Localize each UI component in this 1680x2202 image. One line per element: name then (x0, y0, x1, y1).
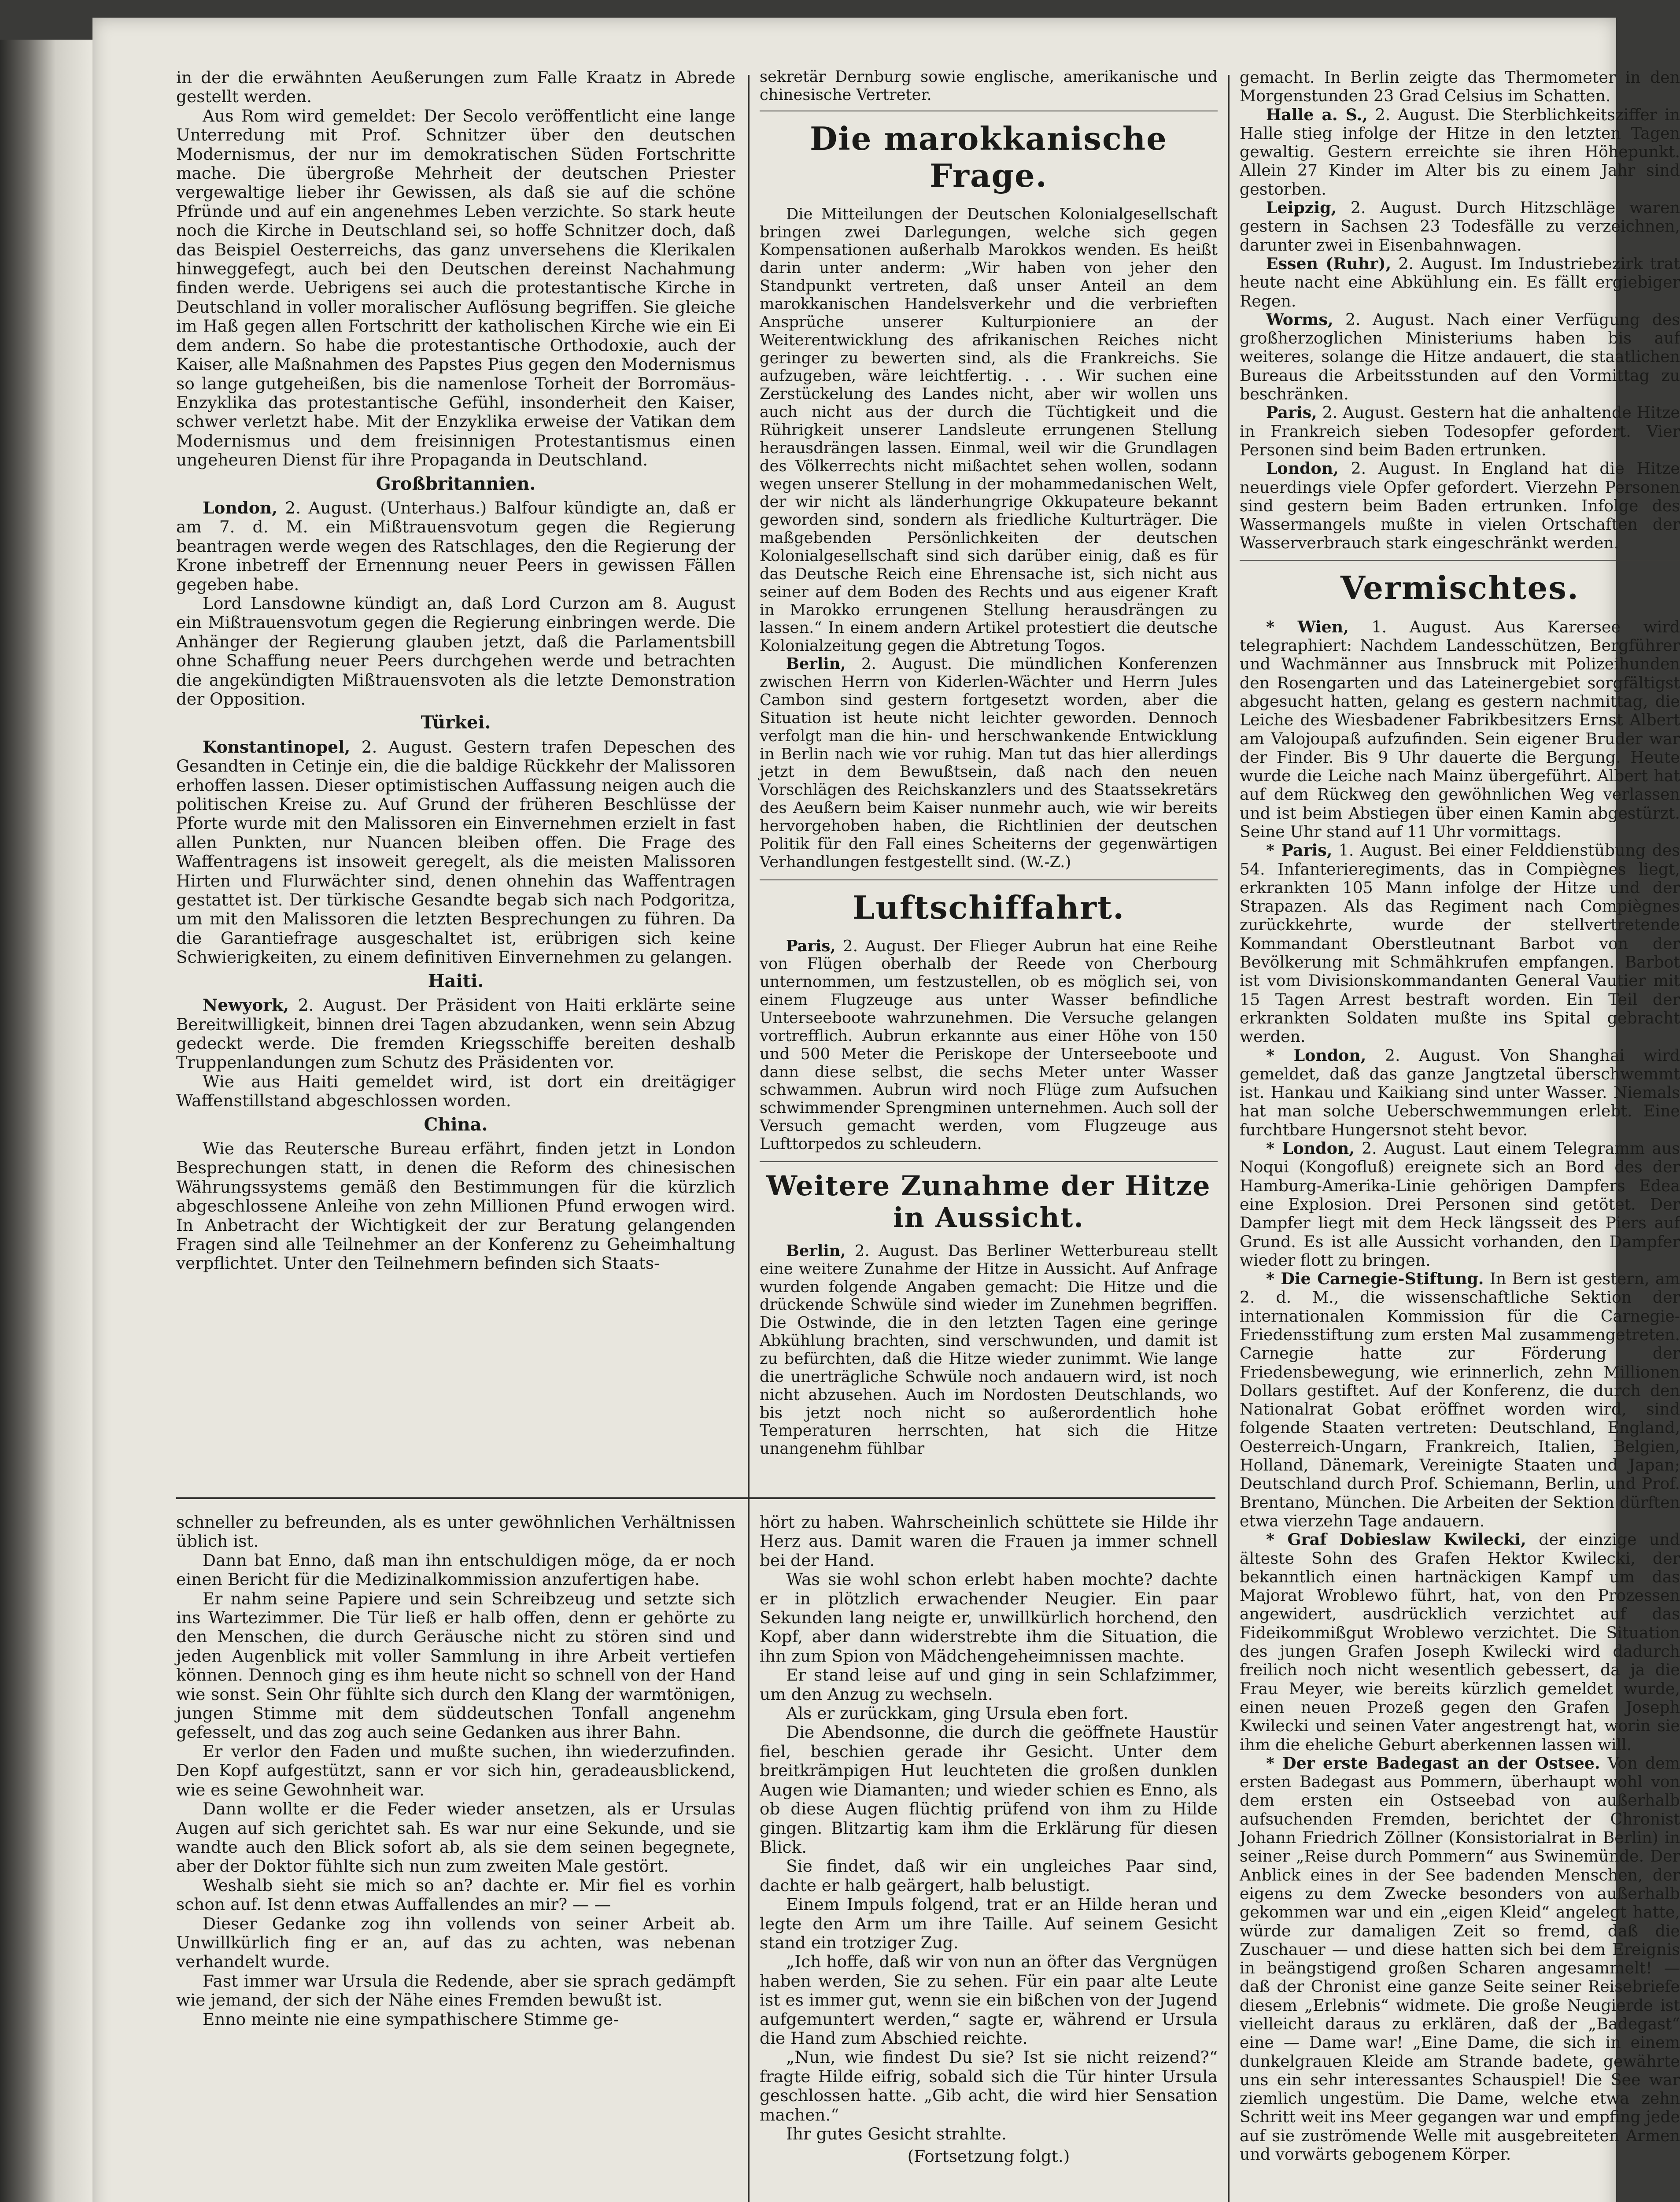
column-3 (1240, 68, 1680, 2164)
dateline: London, (203, 498, 278, 517)
dateline: Worms, (1266, 310, 1333, 329)
article-text: sekretär Dernburg sowie englische, amerikanische und chinesische Vertreter. (760, 68, 1218, 104)
heading-tuerkei: Türkei. (421, 712, 491, 733)
story-text: Fast immer war Ursula die Redende, aber sie sprach gedämpft wie jemand, der sich der Nähe eines Fremden bewußt ist. (176, 1971, 735, 2010)
dateline: Newyork, (203, 995, 289, 1015)
story-text: Einem Impuls folgend, trat er an Hilde heran und legte den Arm um ihre Taille. Auf seinem Gesicht stand ein trotziger Zug. (760, 1895, 1218, 1952)
column-rule (748, 75, 750, 2202)
book-edge (0, 40, 92, 2202)
story-text: Dann wollte er die Feder wieder ansetzen, als er Ursulas Augen auf sich gerichtet sah. Es war nur eine Sekunde, und sie wandte auch den Blick sofort ab, als sie dem seinen begegnete, aber der Doktor fühlte sich nun zum zweiten Male gestört. (176, 1799, 735, 1876)
story-text: schneller zu befreunden, als es unter gewöhnlichen Verhältnissen üblich ist. (176, 1512, 735, 1551)
article-text: 2. August. Die mündlichen Konferenzen zwischen Herrn von Kiderlen-Wächter und Herrn Jules Cambon sind gestern fortgesetzt worden, aber die Situation ist heute nicht leichter geworden. Dennoch verfolgt man die hin- und herschwankende Entwicklung in Berlin nach wie vor ruhig. Man tut das hier allerdings jetzt in dem Bewußtsein, daß nach den neuen Vorschlägen des Reichskanzlers und des Staatssekretärs des Aeußern beim Kaiser nunmehr auch, wie wir bereits hervorgehoben haben, die Richtlinien der deutschen Politik für den Fall eines Scheiterns der gegenwärtigen Verhandlungen festgestellt sind. (W.-Z.) (760, 655, 1218, 871)
dateline: Essen (Ruhr), (1266, 254, 1392, 273)
divider (760, 1161, 1218, 1162)
article-text: 2. August. In England hat die Hitze neuerdings viele Opfer gefordert. Vierzehn Personen sind gestern beim Baden ertrunken. Infolge des Wassermangels mußte in vielen Ortschaften der Wasserverbrauch stark eingeschränkt werden. (1240, 459, 1680, 553)
article-text: 2. August. Das Berliner Wetterbureau stellt eine weitere Zunahme der Hitze in Aussicht. Auf Anfrage wurden folgende Angaben gemacht: Die Hitze und die drückende Schwüle sind wieder im Zunehmen begriffen. Die Ostwinde, die in den letzten Tagen eine geringe Abkühlung brachten, sind verschwunden, und damit ist zu befürchten, daß die Hitze wieder zunimmt. Wie lange die unerträgliche Schwüle noch andauern wird, ist noch nicht abzusehen. Auch im Nordosten Deutschlands, wo bis jetzt noch nicht so außerordentlich hohe Temperaturen herrschten, hat sich die Hitze unangenehm fühlbar (760, 1241, 1218, 1458)
article-text: Wie das Reutersche Bureau erfährt, finden jetzt in London Besprechungen statt, in denen die Reform des chinesischen Währungssystems gemäß den Bestimmungen für die kürzlich abgeschlossene Anleihe von zehn Millionen Pfund erwogen wird. In Anbetracht der Wichtigkeit der zur Beratung gelangenden Fragen sind alle Teilnehmer an der Konferenz zu Geheimhaltung verpflichtet. Unter den Teilnehmern befinden sich Staats- (176, 1138, 735, 1273)
article-text: der einzige und älteste Sohn des Grafen Hektor Kwilecki, der bekanntlich einen hartnäckigen Kampf um das Majorat Wroblewo führt, hat, von den Prozessen angewidert, ausdrücklich verzichtet auf das Fideikommißgut Wroblewo verzichtet. Die Situation des jungen Grafen Joseph Kwilecki wird dadurch freilich noch nicht wesentlich gebessert, da ja die Frau Meyer, wie bereits kürzlich gemeldet wurde, einen neuen Prozeß gegen den Grafen Joseph Kwilecki und seinen Vater angestrengt hat, worin sie ihm die eheliche Geburt aberkennen lassen will. (1240, 1530, 1680, 1754)
story-text: Als er zurückkam, ging Ursula eben fort. (786, 1703, 1129, 1723)
article-text: 2. August. Der Flieger Aubrun hat eine Reihe von Flügen oberhalb der Reede von Cherbourg unternommen, um festzustellen, ob es möglich sei, von einem Flugzeuge aus unter Wasser befindliche Unterseeboote wahrzunehmen. Die Versuche gelangen vortrefflich. Aubrun erkannte aus einer Höhe von 150 und 500 Meter die Periskope der Unterseeboote und dann diese selbst, die sechs Meter unter Wasser schwammen. Aubrun wird noch Flüge zum Aufsuchen schwimmender Sprengminen unternehmen. Auch soll der Versuch gemacht werden, vom Flugzeuge aus Lufttorpedos zu schleudern. (760, 937, 1218, 1153)
article-text: Lord Lansdowne kündigt an, daß Lord Curzon am 8. August ein Mißtrauensvotum gegen die Regierung einbringen werde. Die Anhänger der Regierung glauben jetzt, daß die Parlamentsbill ohne Schaffung neuer Peers durchgehen werde und betrachten die angekündigten Mißtrauensvoten als die letzte Demonstration der Opposition. (176, 593, 735, 709)
feuilleton-rule (176, 1497, 1215, 1499)
continuation-note: (Fortsetzung folgt.) (907, 2147, 1070, 2166)
story-text: Enno meinte nie eine sympathischere Stimme ge- (203, 2009, 619, 2029)
dateline: Leipzig, (1266, 198, 1337, 218)
article-text: 2. August. Von Shanghai wird gemeldet, daß das ganze Jangtzetal überschwemmt ist. Hankau und Kaikiang sind unter Wasser. Niemals hat man solche Ueberschwemmungen erlebt. Eine furchtbare Hungersnot steht bevor. (1240, 1046, 1680, 1139)
story-text: „Ich hoffe, daß wir von nun an öfter das Vergnügen haben werden, Sie zu sehen. Für ein paar alte Leute ist es immer gut, wenn sie ein bißchen von der Jugend aufgemuntert werden,“ sagte er, während er Ursula die Hand zum Abschied reichte. (760, 1952, 1218, 2048)
story-text: Er nahm seine Papiere und sein Schreibzeug und setzte sich ins Wartezimmer. Die Tür ließ er halb offen, denn er gehörte zu den Menschen, die durch Geräusche nicht zu stören sind und jeden Augenblick mit voller Sammlung in ihre Arbeit vertiefen können. Dennoch ging es ihm heute nicht so schnell von der Hand wie sonst. Sein Ohr fühlte sich durch den Klang der warmtönigen, jungen Stimme mit dem süddeutschen Tonfall angenehm gefesselt, und das zog auch seine Gedanken aus ihrer Bahn. (176, 1589, 735, 1742)
heading-china: China. (424, 1114, 488, 1135)
story-text: Weshalb sieht sie mich so an? dachte er. Mir fiel es vorhin schon auf. Ist denn etwas Auffallendes an mir? — — (176, 1875, 735, 1914)
dateline: * Wien, (1266, 617, 1349, 636)
story-text: Er stand leise auf und ging in sein Schlafzimmer, um den Anzug zu wechseln. (760, 1665, 1218, 1704)
dateline: Halle a. S., (1266, 105, 1368, 124)
article-text: 2. August. Die Sterblichkeitsziffer in Halle stieg infolge der Hitze in den letzten Tagen gewaltig. Gestern erreichte sie ihren Höhepunkt. Allein 27 Kinder im Alter bis zu einem Jahr sind gestorben. (1240, 105, 1680, 199)
column-rule (1228, 75, 1230, 2202)
divider (760, 879, 1218, 880)
dateline: * Der erste Badegast an der Ostsee. (1266, 1753, 1600, 1773)
story-text: „Nun, wie findest Du sie? Ist sie nicht reizend?“ fragte Hilde eifrig, sobald sich die Tür hinter Ursula geschlossen hatte. „Gib acht, die wird hier Sensation machen.“ (760, 2047, 1218, 2124)
heading-haiti: Haiti. (428, 970, 484, 991)
story-text: Die Abendsonne, die durch die geöffnete Haustür fiel, beschien gerade ihr Gesicht. Unter dem breitkrämpigen Hut leuchteten die großen dunklen Augen wie Diamanten; und wieder schien es Enno, als ob diese Augen flüchtig prüfend von ihm zu Hilde gingen. Blitzartig kam ihm die Erklärung für diesen Blick. (760, 1722, 1218, 1857)
dateline: Paris, (786, 937, 836, 955)
article-text: 2. August. Der Präsident von Haiti erklärte seine Bereitwilligkeit, binnen drei Tagen abzudanken, wenn sein Abzug gedeckt werde. Die fremden Kriegsschiffe bereiten deshalb Truppenlandungen zum Schutz des Präsidenten vor. (176, 995, 736, 1072)
story-text: Sie findet, daß wir ein ungleiches Paar sind, dachte er halb geärgert, halb belustigt. (760, 1856, 1218, 1895)
story-text: Dieser Gedanke zog ihn vollends von seiner Arbeit ab. Unwillkürlich fing er an, auf das zu achten, was nebenan verhandelt wurde. (176, 1914, 735, 1972)
article-text: gemacht. In Berlin zeigte das Thermometer in den Morgenstunden 23 Grad Celsius im Schatten. (1240, 68, 1680, 106)
article-text: 1. August. Bei einer Felddienstübung des 54. Infanterieregiments, das in Compiègnes liegt, erkrankten 105 Mann infolge der Hitze und der Strapazen. Als das Regiment nach Compiègnes zurückkehrte, wurde der stellvertretende Kommandant Oberstleutnant Barbot von der Bevölkerung mit Schmähkrufen empfangen. Barbot ist vom Divisionskommandanten General Vautier mit 15 Tagen Arrest bestraft worden. Ein Teil der erkrankten Soldaten mußte ins Spital gebracht werden. (1240, 841, 1680, 1046)
newspaper-page (92, 18, 1680, 2202)
article-text: 2. August. Laut einem Telegramm aus Noqui (Kongofluß) ereignete sich an Bord des der Hamburg-Amerika-Linie gehörigen Dampfers Edea eine Explosion. Drei Personen sind getötet. Der Dampfer liegt mit dem Heck längsseit des Piers auf Grund. Es ist alle Aussicht vorhanden, den Dampfer wieder flott zu bringen. (1240, 1139, 1680, 1270)
dateline: * London, (1266, 1046, 1366, 1065)
story-text: hört zu haben. Wahrscheinlich schüttete sie Hilde ihr Herz aus. Damit waren die Frauen ja immer schnell bei der Hand. (760, 1512, 1218, 1570)
article-text: 2. August. Nach einer Verfügung des großherzoglichen Ministeriums haben bis auf weiteres, solange die Hitze andauert, die staatlichen Bureaus die Arbeitsstunden auf den Vormittag zu beschränken. (1240, 310, 1680, 404)
article-text: In Bern ist gestern, am 2. d. M., die wissenschaftliche Sektion der internationalen Kommission für die Carnegie-Friedensstiftung zum ersten Mal zusammengetreten. Carnegie hatte zur Förderung der Friedensbewegung, wie erinnerlich, zehn Millionen Dollars gestiftet. Auf der Konferenz, die durch den Nationalrat Gobat eröffnet worden wird, sind folgende Staaten vertreten: Deutschland, England, Oesterreich-Ungarn, Frankreich, Italien, Belgien, Holland, Dänemark, Vereinigte Staaten und Japan; Deutschland durch Prof. Schiemann, Berlin, und Prof. Brentano, München. Die Arbeiten der Sektion dürften etwa vierzehn Tage andauern. (1240, 1269, 1680, 1530)
dateline: Berlin, (786, 655, 846, 673)
article-text: 2. August. (Unterhaus.) Balfour kündigte an, daß er am 7. d. M. ein Mißtrauensvotum gegen die Regierung beantragen werde wegen des Ratschlages, den die Regierung der Krone inbetreff der Ernennung neuer Peers in gewissen Fällen gegeben habe. (176, 498, 735, 594)
story-text: Dann bat Enno, daß man ihn entschuldigen möge, da er noch einen Bericht für die Medizinalkommission anzufertigen habe. (176, 1550, 735, 1589)
dateline: * London, (1266, 1139, 1355, 1158)
heading-marokko: Die marokkanische Frage. (809, 119, 1168, 194)
feuilleton-left (176, 1513, 735, 2029)
dateline: * Paris, (1266, 841, 1333, 860)
heading-grossbritannien: Großbritannien. (376, 473, 536, 494)
heading-hitze: Weitere Zunahme der Hitze in Aussicht. (766, 1169, 1211, 1234)
dateline: * Die Carnegie-Stiftung. (1266, 1269, 1484, 1289)
article-text: 1. August. Aus Karersee wird telegraphiert: Nachdem Landesschützen, Bergführer und Wachmänner aus Innsbruck mit Polizeihunden den Rosengarten und das Lateinergebiet sorgfältigst abgesucht hatten, gelang es gestern nachmittag, die Leiche des Wiesbadener Fabrikbesitzers Ernst Albert am Valojoupaß aufzufinden. Sein eigener Bruder war der Finder. Bis 9 Uhr dauerte die Bergung. Heute wurde die Leiche nach Mainz übergeführt. Albert hat auf dem Rückweg den gewöhnlichen Weg verlassen und ist beim Abstiegen über einen Kamin abgestürzt. Seine Uhr stand auf 11 Uhr vormittags. (1240, 617, 1680, 841)
dateline: Berlin, (786, 1241, 846, 1260)
article-text: Wie aus Haiti gemeldet wird, ist dort ein dreitägiger Waffenstillstand abgeschlossen worden. (176, 1071, 735, 1111)
story-text: Was sie wohl schon erlebt haben mochte? dachte er in plötzlich erwachender Neugier. Ein paar Sekunden lang neigte er, unwillkürlich horchend, den Kopf, aber dann widerstrebte ihm die Situation, die ihn zum Spion von Mädchengeheimnissen machte. (760, 1570, 1218, 1666)
article-text: 2. August. Gestern hat die anhaltende Hitze in Frankreich sieben Todesopfer gefordert. Vier Personen sind beim Baden ertrunken. (1240, 403, 1680, 459)
column-2 (760, 68, 1218, 1458)
article-text: 2. August. Gestern trafen Depeschen des Gesandten in Cetinje ein, die die baldige Rückkehr der Malissoren erhoffen lassen. Dieser optimistischen Auffassung neigen auch die politischen Kreise zu. Auf Grund der früheren Beschlüsse der Pforte wurde mit den Malissoren ein Einvernehmen erzielt in fast allen Punkten, nur Nuancen bleiben offen. Die Frage des Waffentragens ist insoweit geregelt, als die meisten Malissoren Hirten und Flurwächter sind, denen ohnehin das Waffentragen gestattet ist. Der türkische Gesandte begab sich nach Podgoritza, um mit den Malissoren die letzten Besprechungen zu führen. Da die Garantiefrage ausgeschaltet ist, erübrigen sich keine Schwierigkeiten, zu einem definitiven Einvernehmen zu gelangen. (176, 737, 736, 967)
dateline: London, (1266, 459, 1339, 478)
story-text: Er verlor den Faden und mußte suchen, ihn wiederzufinden. Den Kopf aufgestützt, sann er vor sich hin, geradeausblickend, wie es seine Gewohnheit war. (176, 1741, 735, 1799)
feuilleton-right (760, 1513, 1218, 2166)
col1-paragraph: Aus Rom wird gemeldet: Der Secolo veröffentlicht eine lange Unterredung mit Prof. Schnitzer über den deutschen Modernismus, der nur im demokratischen Süden Fortschritte mache. Die übergroße Mehrheit der deutschen Priester vergewaltige lieber ihr Gewissen, als daß sie auf die schöne Pfründe und auf ein angenehmes Leben verzichte. So stark heute noch die Kirche in Deutschland sei, so hoffe Schnitzer doch, daß das Beispiel Oesterreichs, das ganz unversehens die Klerikalen hinweggefegt, auch bei den Deutschen dereinst Nachahmung finden werde. Uebrigens sei auch die protestantische Kirche in Deutschland in voller moralischer Auflösung begriffen. Sie gleiche im Haß gegen allen Fortschritt der katholischen Kirche wie ein Ei dem andern. So habe die protestantische Orthodoxie, auch der Kaiser, alle Maßnahmen des Papstes Pius gegen den Modernismus so lange gutgeheißen, bis die namenlose Torheit der Borromäus-Enzyklika das protestantische Gefühl, insonderheit den Kaiser, schwer verletzt habe. Mit der Enzyklika erweise der Vatikan dem Modernismus und dem freisinnigen Protestantismus einen ungeheuren Dienst für ihre Propaganda in Deutschland. (176, 106, 735, 470)
col1-paragraph: in der die erwähnten Aeußerungen zum Falle Kraatz in Abrede gestellt werden. (176, 68, 735, 107)
heading-luftschiffahrt: Luftschiffahrt. (852, 888, 1125, 926)
story-text: Ihr gutes Gesicht strahlte. (786, 2124, 1007, 2143)
article-text: 2. August. Im Industriebezirk trat heute nacht eine Abkühlung ein. Es fällt ergiebiger Regen. (1240, 254, 1680, 310)
column-1 (176, 68, 735, 1273)
dateline: Konstantinopel, (203, 737, 351, 757)
heading-vermischtes: Vermischtes. (1340, 569, 1579, 606)
divider (1240, 560, 1680, 561)
article-text: Von dem ersten Badegast aus Pommern, überhaupt wohl von dem ersten ein Ostseebad von außerhalb aufsuchenden Fremden, berichtet der Chronist Johann Friedrich Zöllner (Konsistorialrat in Berlin) in seiner „Reise durch Pommern“ aus Swinemünde. Der Anblick eines in der See badenden Menschen, der eigens zu dem Zwecke besonders von außerhalb gekommen war und ein „eigen Kleid“ angelegt hatte, würde zur damaligen Zeit so fremd, daß die Zuschauer — und diese hatten sich bei dem Ereignis in beängstigend großen Scharen angesammelt! — daß der Chronist eine ganze Seite seiner Reisebriefe diesem „Erlebnis“ widmete. Die große Neugierde ist vielleicht daraus zu erklären, daß der „Badegast“ eine — Dame war! „Eine Dame, die sich in einem dunkelgrauen Kleide am Strande badete, gewährte uns ein sehr interessantes Schauspiel! Die See war ziemlich ungestüm. Die Dame, welche etwa zehn Schritt weit ins Meer gegangen war und empfing jede auf sie zuströmende Welle mit ausgebreiteten Armen und vorwärts gebogenem Körper. (1240, 1753, 1680, 2164)
article-text: 2. August. Durch Hitzschläge waren gestern in Sachsen 23 Todesfälle zu verzeichnen, darunter zwei in Eisenbahnwagen. (1240, 198, 1680, 255)
dateline: Paris, (1266, 403, 1317, 422)
dateline: * Graf Dobieslaw Kwilecki, (1266, 1530, 1526, 1549)
article-text: Die Mitteilungen der Deutschen Kolonialgesellschaft bringen zwei Darlegungen, welche sich gegen Kompensationen außerhalb Marokkos wenden. Es heißt darin unter anderm: „Wir haben von jeher den Standpunkt vertreten, daß unser Anteil an dem marokkanischen Handelsverkehr und die verbrieften Ansprüche unserer Kulturpioniere an der Weiterentwicklung des afrikanischen Reiches nicht geringer zu bewerten sind, als die Frankreichs. Sie aufzugeben, wäre leichtfertig. . . . Wir suchen eine Zerstückelung des Landes nicht, aber wir wollen uns auch nicht aus der durch die Tüchtigkeit und die Rührigkeit unserer Landsleute errungenen Stellung herausdrängen lassen. Einmal, weil wir die Grundlagen des Völkerrechts nicht mißachtet sehen wollen, sodann wegen unserer Stellung in der mohammedanischen Welt, der wir nicht als länderhungrige Okkupateure bekannt geworden sind, sondern als friedliche Kulturträger. Die maßgebenden Persönlichkeiten der deutschen Kolonialgesellschaft sind sich darüber einig, daß es für das Deutsche Reich eine Ehrensache ist, sich nicht aus seiner auf dem Boden des Rechts und aus eigener Kraft in Marokko errungenen Stellung herausdrängen zu lassen.“ In einem andern Artikel protestiert die deutsche Kolonialzeitung gegen die Abtretung Togos. (760, 205, 1218, 655)
